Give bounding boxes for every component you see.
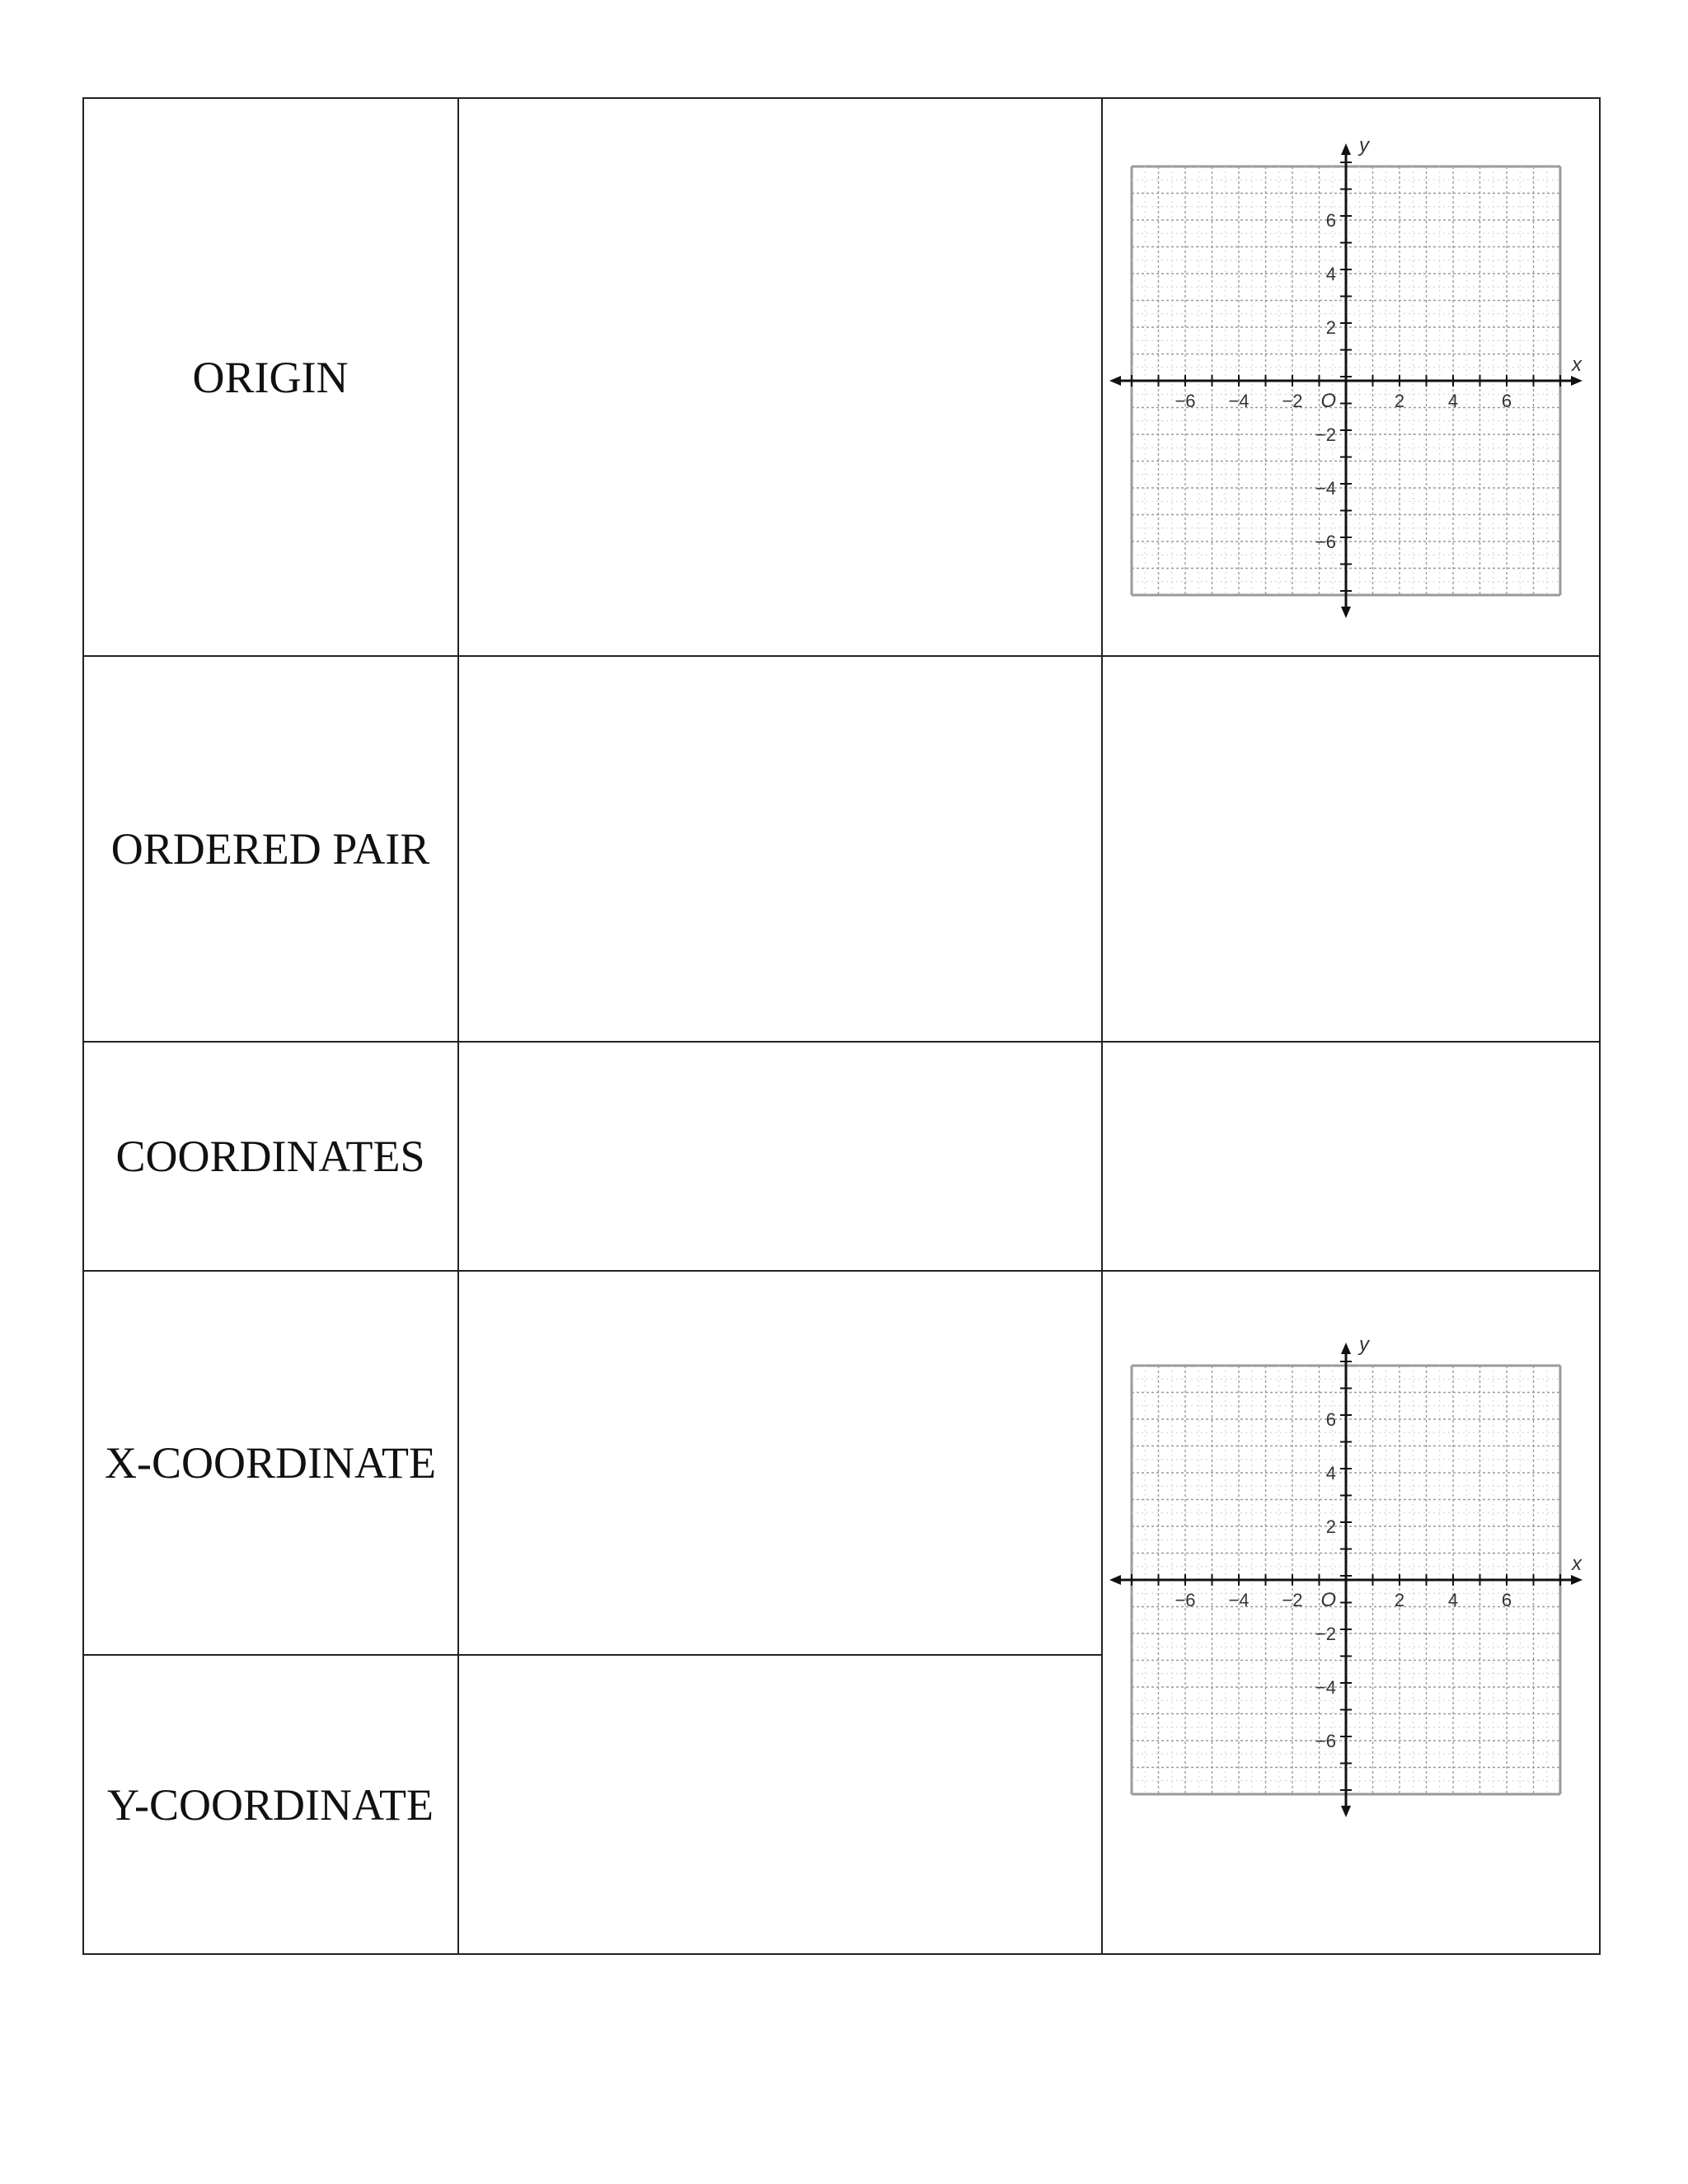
origin-label: O: [1320, 390, 1336, 412]
x-axis-left-arrow-icon: [1109, 1575, 1121, 1585]
y-tick-label: 6: [1325, 1409, 1336, 1430]
x-tick-label: −2: [1282, 1590, 1303, 1610]
x-tick-label: 6: [1501, 391, 1512, 411]
y-tick-label: 2: [1325, 1516, 1336, 1537]
term-origin: ORIGIN: [192, 352, 349, 402]
x-axis-label: x: [1572, 354, 1582, 376]
definition-cell-ordered-pair[interactable]: [459, 657, 1101, 1041]
y-tick-label: −2: [1315, 1624, 1336, 1644]
y-axis-down-arrow-icon: [1341, 1806, 1351, 1817]
y-axis-up-arrow-icon: [1341, 1343, 1351, 1354]
term-x-coordinate: X-COORDINATE: [105, 1438, 436, 1488]
y-tick-label: −4: [1315, 478, 1336, 499]
x-tick-label: −6: [1175, 391, 1196, 411]
y-axis-down-arrow-icon: [1341, 607, 1351, 618]
example-cell-ordered-pair[interactable]: [1103, 657, 1599, 1041]
x-tick-label: 2: [1394, 391, 1405, 411]
y-tick-label: 6: [1325, 210, 1336, 231]
x-tick-label: 2: [1394, 1590, 1405, 1610]
x-tick-label: −4: [1228, 391, 1250, 411]
y-axis-label: y: [1359, 1333, 1369, 1356]
coordinate-plane-x-y-coordinate: [1103, 1333, 1589, 1825]
y-tick-label: −2: [1315, 424, 1336, 445]
table-border-right: [1599, 97, 1601, 1955]
y-tick-label: −6: [1315, 532, 1336, 552]
y-axis-up-arrow-icon: [1341, 143, 1351, 155]
x-tick-label: 4: [1447, 1590, 1459, 1610]
y-axis-label: y: [1359, 134, 1369, 157]
x-tick-label: −6: [1175, 1590, 1196, 1610]
y-tick-label: 4: [1325, 264, 1336, 284]
coordinate-plane-origin: [1103, 134, 1589, 626]
x-axis-left-arrow-icon: [1109, 376, 1121, 386]
definition-cell-x-coordinate[interactable]: [459, 1272, 1101, 1654]
y-tick-label: 2: [1325, 317, 1336, 338]
x-tick-label: −4: [1228, 1590, 1250, 1610]
origin-label: O: [1320, 1589, 1336, 1611]
x-axis-right-arrow-icon: [1571, 1575, 1582, 1585]
definition-cell-y-coordinate[interactable]: [459, 1656, 1101, 1953]
y-tick-label: 4: [1325, 1463, 1336, 1483]
x-axis-right-arrow-icon: [1571, 376, 1582, 386]
y-tick-label: −4: [1315, 1677, 1336, 1698]
table-border-bottom: [82, 1953, 1601, 1955]
x-tick-label: 6: [1501, 1590, 1512, 1610]
definition-cell-origin[interactable]: [459, 99, 1101, 655]
x-tick-label: −2: [1282, 391, 1303, 411]
term-coordinates: COORDINATES: [115, 1132, 425, 1181]
term-y-coordinate: Y-COORDINATE: [107, 1779, 434, 1830]
x-tick-label: 4: [1447, 391, 1459, 411]
y-tick-label: −6: [1315, 1731, 1336, 1751]
definition-cell-coordinates[interactable]: [459, 1043, 1101, 1270]
x-axis-label: x: [1572, 1553, 1582, 1575]
example-cell-coordinates[interactable]: [1103, 1043, 1599, 1270]
term-ordered-pair: ORDERED PAIR: [110, 824, 430, 874]
